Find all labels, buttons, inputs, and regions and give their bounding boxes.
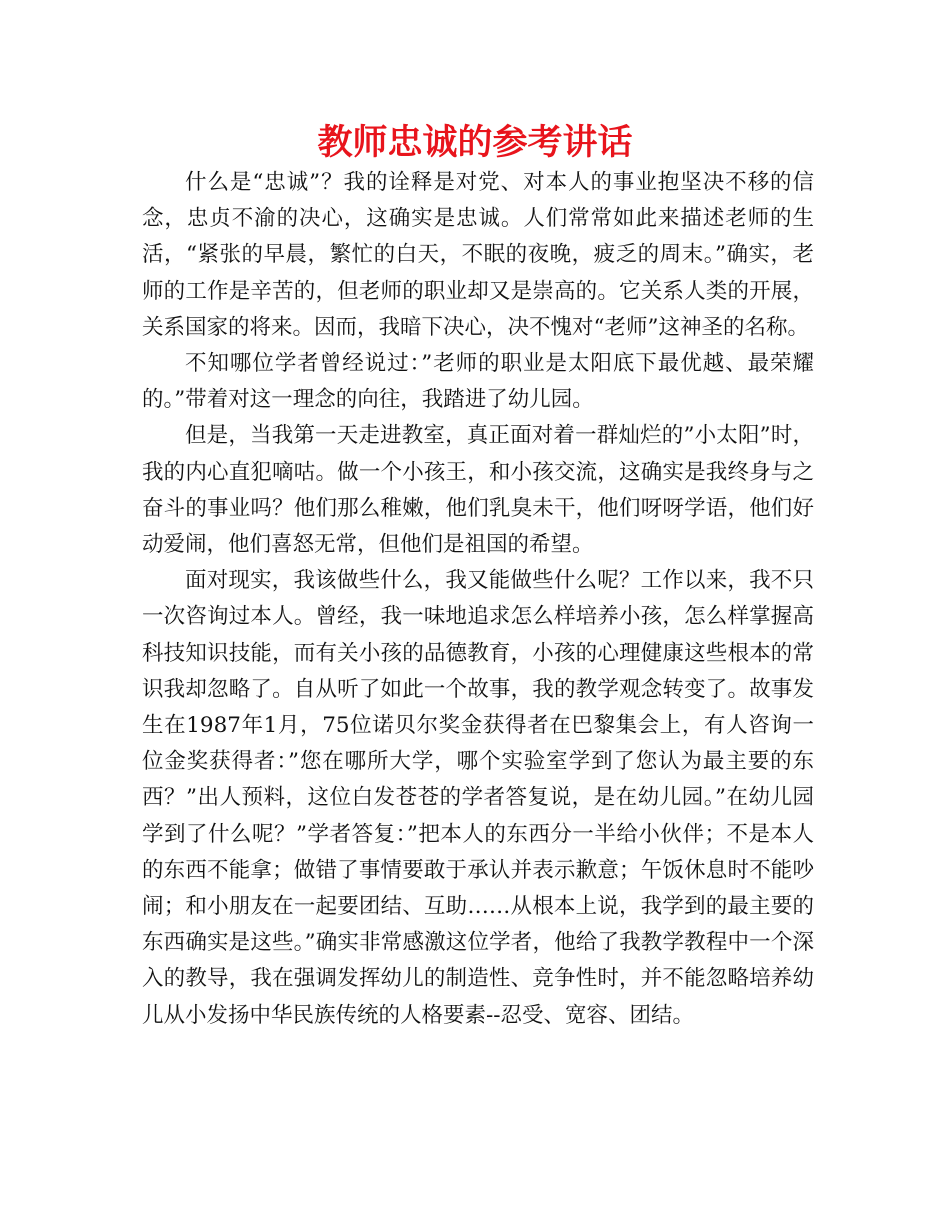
paragraph-3: 但是，当我第一天走进教室，真正面对着一群灿烂的”小太阳”时，我的内心直犯嘀咕。做一个小孩王，和小孩交流，这确实是我终身与之奋斗的事业吗？他们那么稚嫩，他们乳臭未干，他们呀呀学语，他们好动爱闹，他们喜怒无常，但他们是祖国的希望。 (142, 423, 814, 558)
paragraph-4: 面对现实，我该做些什么，我又能做些什么呢？工作以来，我不只一次咨询过本人。曾经，我一味地追求怎么样培养小孩，怎么样掌握高科技知识技能，而有关小孩的品德教育，小孩的心理健康这些根本的常识我却忽略了。自从听了如此一个故事，我的教学观念转变了。故事发生在1987年1月，75位诺贝尔奖金获得者在巴黎集会上，有人咨询一位金奖获得者：”您在哪所大学，哪个实验室学到了您认为最主要的东西？”出人预料，这位白发苍苍的学者答复说，是在幼儿园。”在幼儿园学到了什么呢？”学者答复：”把本人的东西分一半给小伙伴；不是本人的东西不能拿；做错了事情要敢于承认并表示歉意；午饭休息时不能吵闹；和小朋友在一起要团结、互助……从根本上说，我学到的最主要的东西确实是这些。”确实非常感激这位学者，他给了我教学教程中一个深入的教导，我在强调发挥幼儿的制造性、竞争性时，并不能忽略培养幼儿从小发扬中华民族传统的人格要素--忍受、宽容、团结。 (142, 568, 814, 1028)
document-title: 教师忠诚的参考讲话 (317, 123, 633, 163)
document-body (142, 165, 814, 1034)
paragraph-2: 不知哪位学者曾经说过：”老师的职业是太阳底下最优越、最荣耀的。”带着对这一理念的向往，我踏进了幼儿园。 (142, 351, 814, 413)
paragraph-1: 什么是“忠诚”？我的诠释是对党、对本人的事业抱坚决不移的信念，忠贞不渝的决心，这确实是忠诚。人们常常如此来描述老师的生活，“紧张的早晨，繁忙的白天，不眠的夜晚，疲乏的周末。”确实，老师的工作是辛苦的，但老师的职业却又是崇高的。它关系人类的开展，关系国家的将来。因而，我暗下决心，决不愧对“老师”这神圣的名称。 (142, 170, 814, 340)
